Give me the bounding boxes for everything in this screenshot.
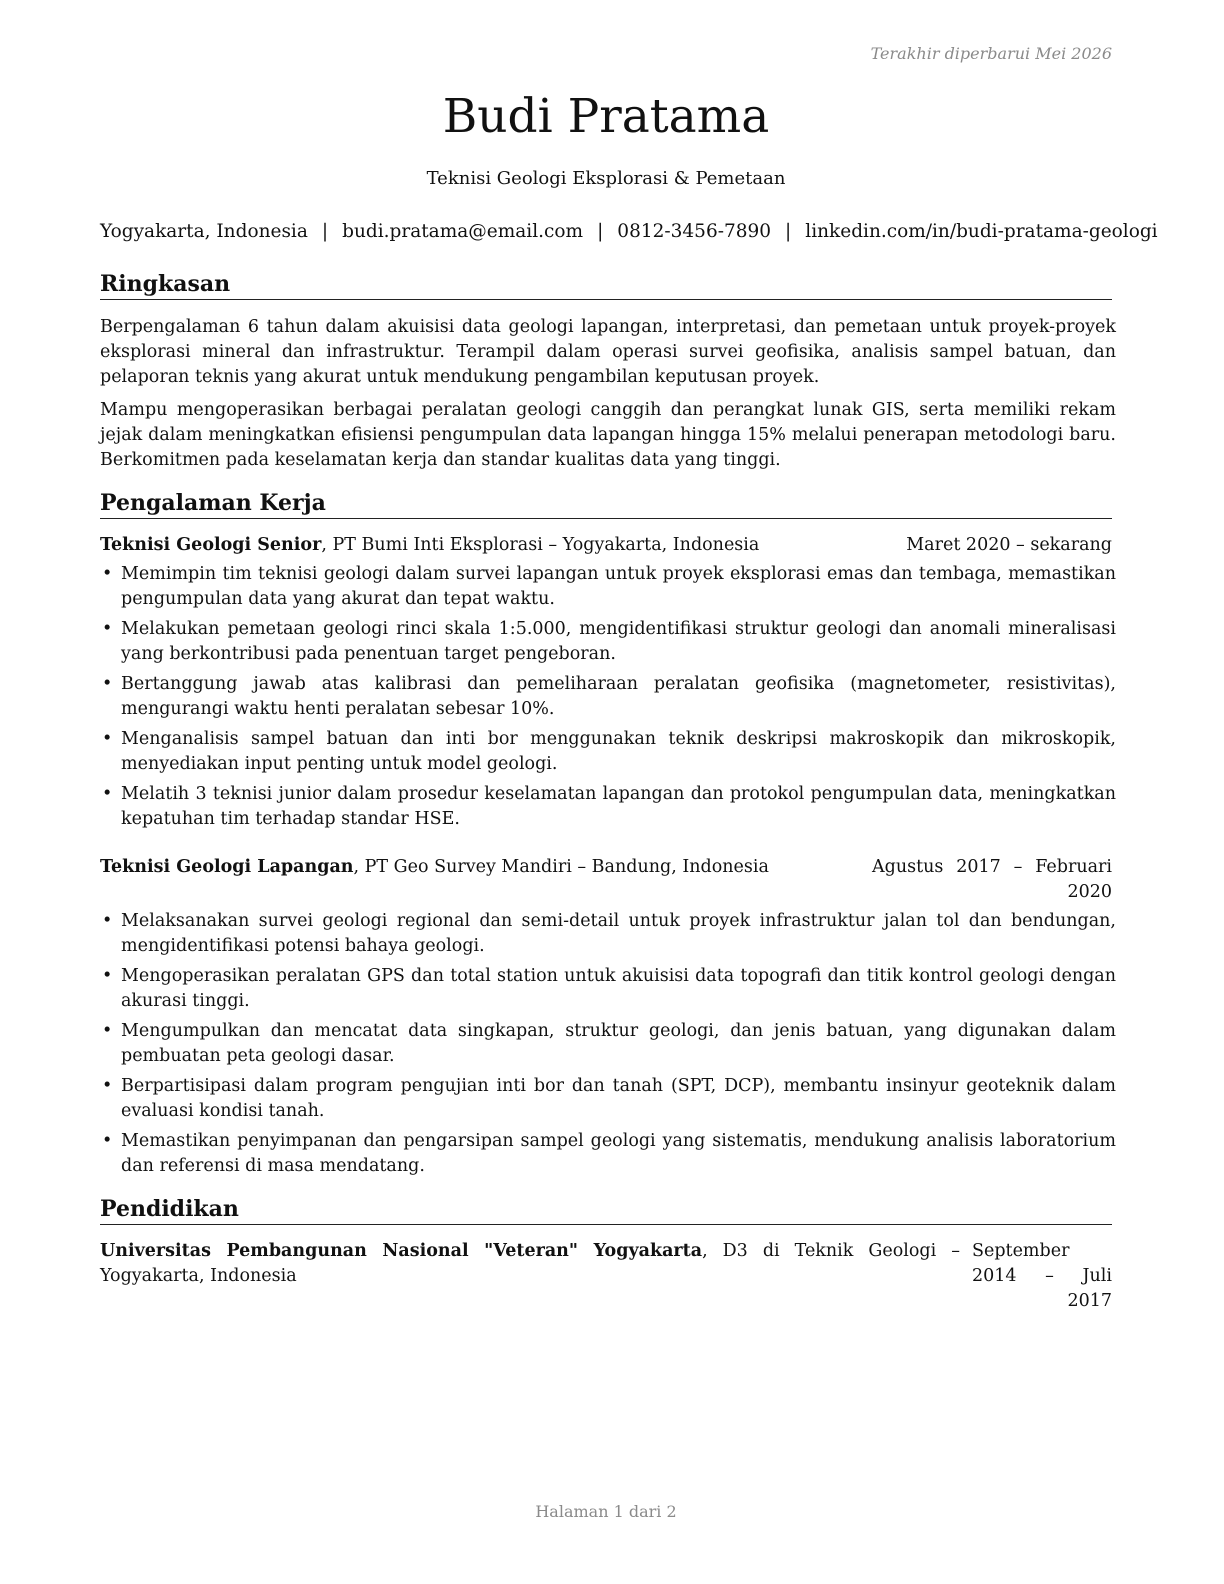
contact-separator: | [321, 221, 329, 242]
list-item: • Memimpin tim teknisi geologi dalam survei lapangan untuk proyek eksplorasi emas dan tembaga, memastikan pengumpulan data yang akurat dan tepat waktu. [102, 564, 1116, 609]
contact-location: Yogyakarta, Indonesia [100, 221, 308, 242]
job-company: , PT Geo Survey Mandiri – Bandung, Indonesia [353, 857, 769, 877]
summary-paragraph: Mampu mengoperasikan berbagai peralatan geologi canggih dan perangkat lunak GIS, serta memiliki rekam jejak dalam meningkatkan efisiensi pengumpulan data lapangan hingga 15% melalui penerapan metodologi baru. Berkomitmen pada keselamatan kerja dan standar kualitas data yang tinggi. [100, 400, 1116, 470]
resume-page [100, 0, 1158, 1584]
job-dates: Maret 2020 – sekarang [906, 535, 1112, 555]
job-bullets [100, 562, 1116, 832]
education-entry [100, 1239, 1116, 1311]
list-item: • Melakukan pemetaan geologi rinci skala 1:5.000, mengidentifikasi struktur geologi dan anomali mineralisasi yang berkontribusi pada penentuan target pengeboran. [102, 619, 1116, 664]
contact-phone[interactable]: 0812-3456-7890 [617, 221, 772, 242]
list-item: • Menganalisis sampel batuan dan inti bor menggunakan teknik deskripsi makroskopik dan mikroskopik, menyediakan input penting untuk model geologi. [102, 729, 1116, 774]
last-updated: Terakhir diperbarui Mei 2026 [870, 44, 1112, 63]
list-item: • Berpartisipasi dalam program pengujian inti bor dan tanah (SPT, DCP), membantu insinyur geoteknik dalam evaluasi kondisi tanah. [102, 1076, 1116, 1121]
school-name: Universitas Pembangunan Nasional "Veteran" Yogyakarta [100, 1241, 703, 1261]
page-number: Halaman 1 dari 2 [535, 1502, 677, 1521]
job-title: Teknisi Geologi Senior [100, 535, 322, 555]
contact-email[interactable]: budi.pratama@email.com [342, 221, 584, 242]
list-item: • Melaksanakan survei geologi regional dan semi-detail untuk proyek infrastruktur jalan tol dan bendungan, mengidentifikasi potensi bahaya geologi. [102, 911, 1116, 956]
job-entry [100, 855, 1116, 1184]
list-item: • Melatih 3 teknisi junior dalam prosedur keselamatan lapangan dan protokol pengumpulan data, meningkatkan kepatuhan tim terhadap standar HSE. [102, 784, 1116, 829]
candidate-name: Budi Pratama [442, 89, 770, 144]
list-item: • Mengumpulkan dan mencatat data singkapan, struktur geologi, dan jenis batuan, yang digunakan dalam pembuatan peta geologi dasar. [102, 1021, 1116, 1066]
contact-separator: | [597, 221, 604, 242]
degree-info: , D3 di Teknik Geologi – Yogyakarta, Indonesia [100, 1241, 960, 1286]
education-dates: September 2014 – Juli 2017 [972, 1241, 1112, 1311]
list-item: • Mengoperasikan peralatan GPS dan total station untuk akuisisi data topografi dan titik kontrol geologi dengan akurasi tinggi. [102, 966, 1116, 1011]
job-title: Teknisi Geologi Lapangan [100, 857, 354, 877]
job-bullets [100, 909, 1116, 1179]
section-title-education: Pendidikan [100, 1195, 1112, 1225]
section-title-experience: Pengalaman Kerja [100, 489, 1112, 519]
summary-paragraph: Berpengalaman 6 tahun dalam akuisisi data geologi lapangan, interpretasi, dan pemetaan untuk proyek-proyek eksplorasi mineral dan infrastruktur. Terampil dalam operasi survei geofisika, analisis sampel batuan, dan pelaporan teknis yang akurat untuk mendukung pengambilan keputusan proyek. [100, 317, 1116, 387]
contact-linkedin[interactable]: linkedin.com/in/budi-pratama-geologi [805, 221, 1158, 242]
contact-line [100, 220, 1158, 244]
job-entry [100, 533, 1116, 837]
job-header [100, 855, 1112, 905]
job-dates: Agustus 2017 – Februari 2020 [872, 857, 1112, 902]
contact-separator: | [785, 221, 792, 242]
list-item: • Memastikan penyimpanan dan pengarsipan sampel geologi yang sistematis, mendukung analisis laboratorium dan referensi di masa mendatang. [102, 1131, 1116, 1176]
section-title-summary: Ringkasan [100, 270, 1112, 300]
job-company: , PT Bumi Inti Eksplorasi – Yogyakarta, Indonesia [321, 535, 760, 555]
job-header [100, 533, 1112, 558]
candidate-headline: Teknisi Geologi Eksplorasi & Pemetaan [426, 168, 786, 189]
summary-section [100, 315, 1116, 481]
list-item: • Bertanggung jawab atas kalibrasi dan pemeliharaan peralatan geofisika (magnetometer, resistivitas), mengurangi waktu henti peralatan sebesar 10%. [102, 674, 1116, 719]
